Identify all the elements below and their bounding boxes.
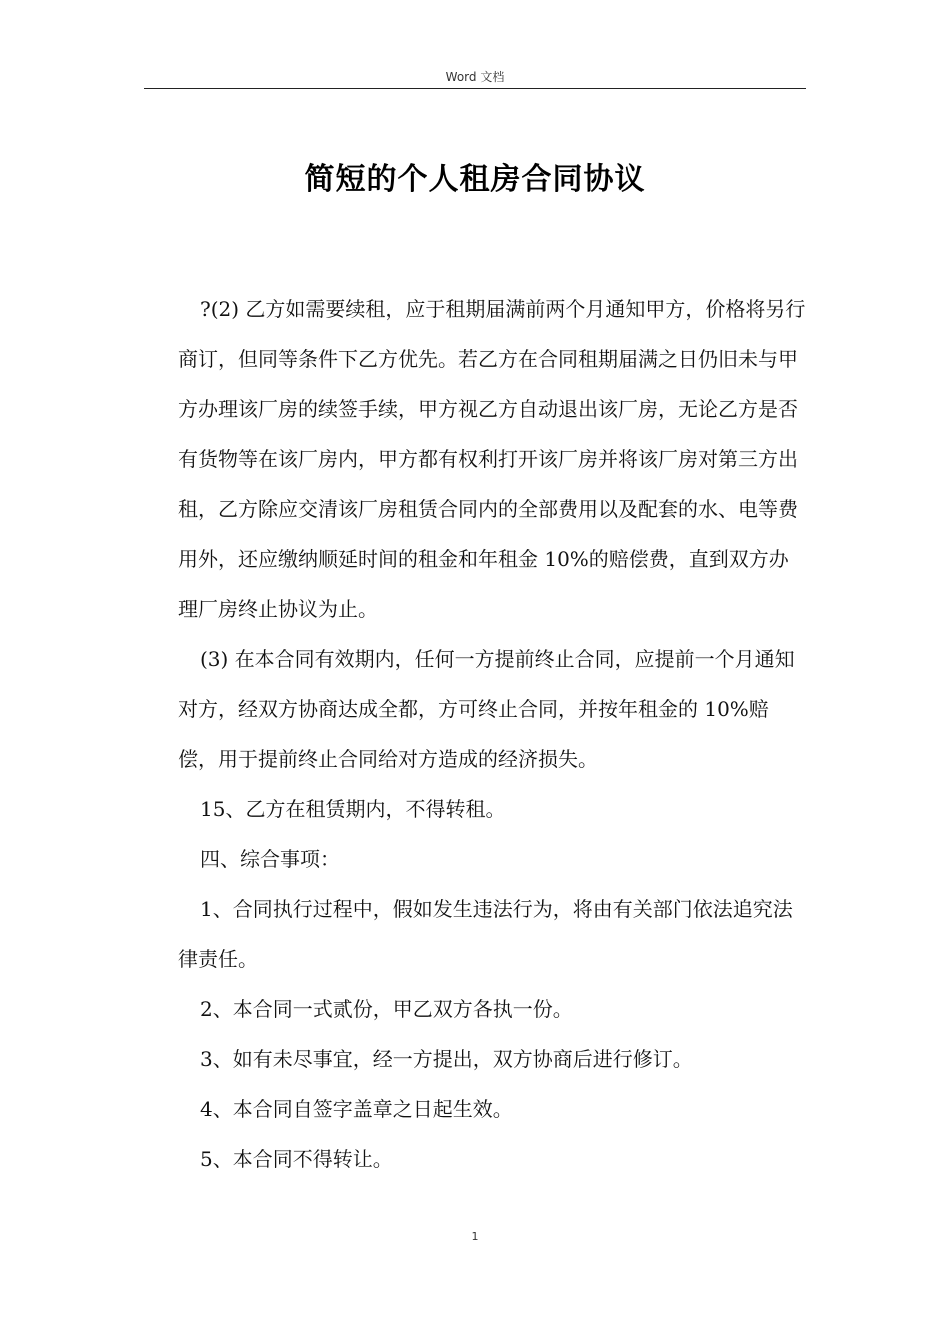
- paragraph-no-sublet: 15、乙方在租赁期内，不得转租。: [200, 797, 506, 821]
- header-label: Word 文档: [445, 70, 505, 84]
- paragraph-item-2: 2、本合同一式贰份，甲乙双方各执一份。: [200, 997, 573, 1021]
- document-body: [178, 284, 806, 1184]
- paragraph-item-1: 1、合同执行过程中，假如发生违法行为，将由有关部门依法追究法律责任。: [178, 897, 793, 971]
- paragraph-item-4: 4、本合同自签字盖章之日起生效。: [200, 1097, 513, 1121]
- document-title: 简短的个人租房合同协议: [304, 162, 646, 197]
- page-header: [144, 66, 806, 89]
- page-number: 1: [471, 1230, 479, 1243]
- paragraph-item-3: 3、如有未尽事宜，经一方提出，双方协商后进行修订。: [200, 1047, 693, 1071]
- paragraph-renewal: ?(2) 乙方如需要续租，应于租期届满前两个月通知甲方，价格将另行商订，但同等条件下乙方优先。若乙方在合同租期届满之日仍旧未与甲方办理该厂房的续签手续，甲方视乙方自动退出该厂房，无论乙方是否有货物等在该厂房内，甲方都有权利打开该厂房并将该厂房对第三方出租，乙方除应交清该厂房租赁合同内的全部费用以及配套的水、电等费用外，还应缴纳顺延时间的租金和年租金 10%的赔偿费，直到双方办理厂房终止协议为止。: [178, 297, 806, 621]
- paragraph-early-termination: (3) 在本合同有效期内，任何一方提前终止合同，应提前一个月通知对方，经双方协商达成全都，方可终止合同，并按年租金的 10%赔偿，用于提前终止合同给对方造成的经济损失。: [178, 647, 795, 771]
- paragraph-item-5: 5、本合同不得转让。: [200, 1147, 393, 1171]
- section-heading-general: 四、综合事项：: [200, 847, 340, 871]
